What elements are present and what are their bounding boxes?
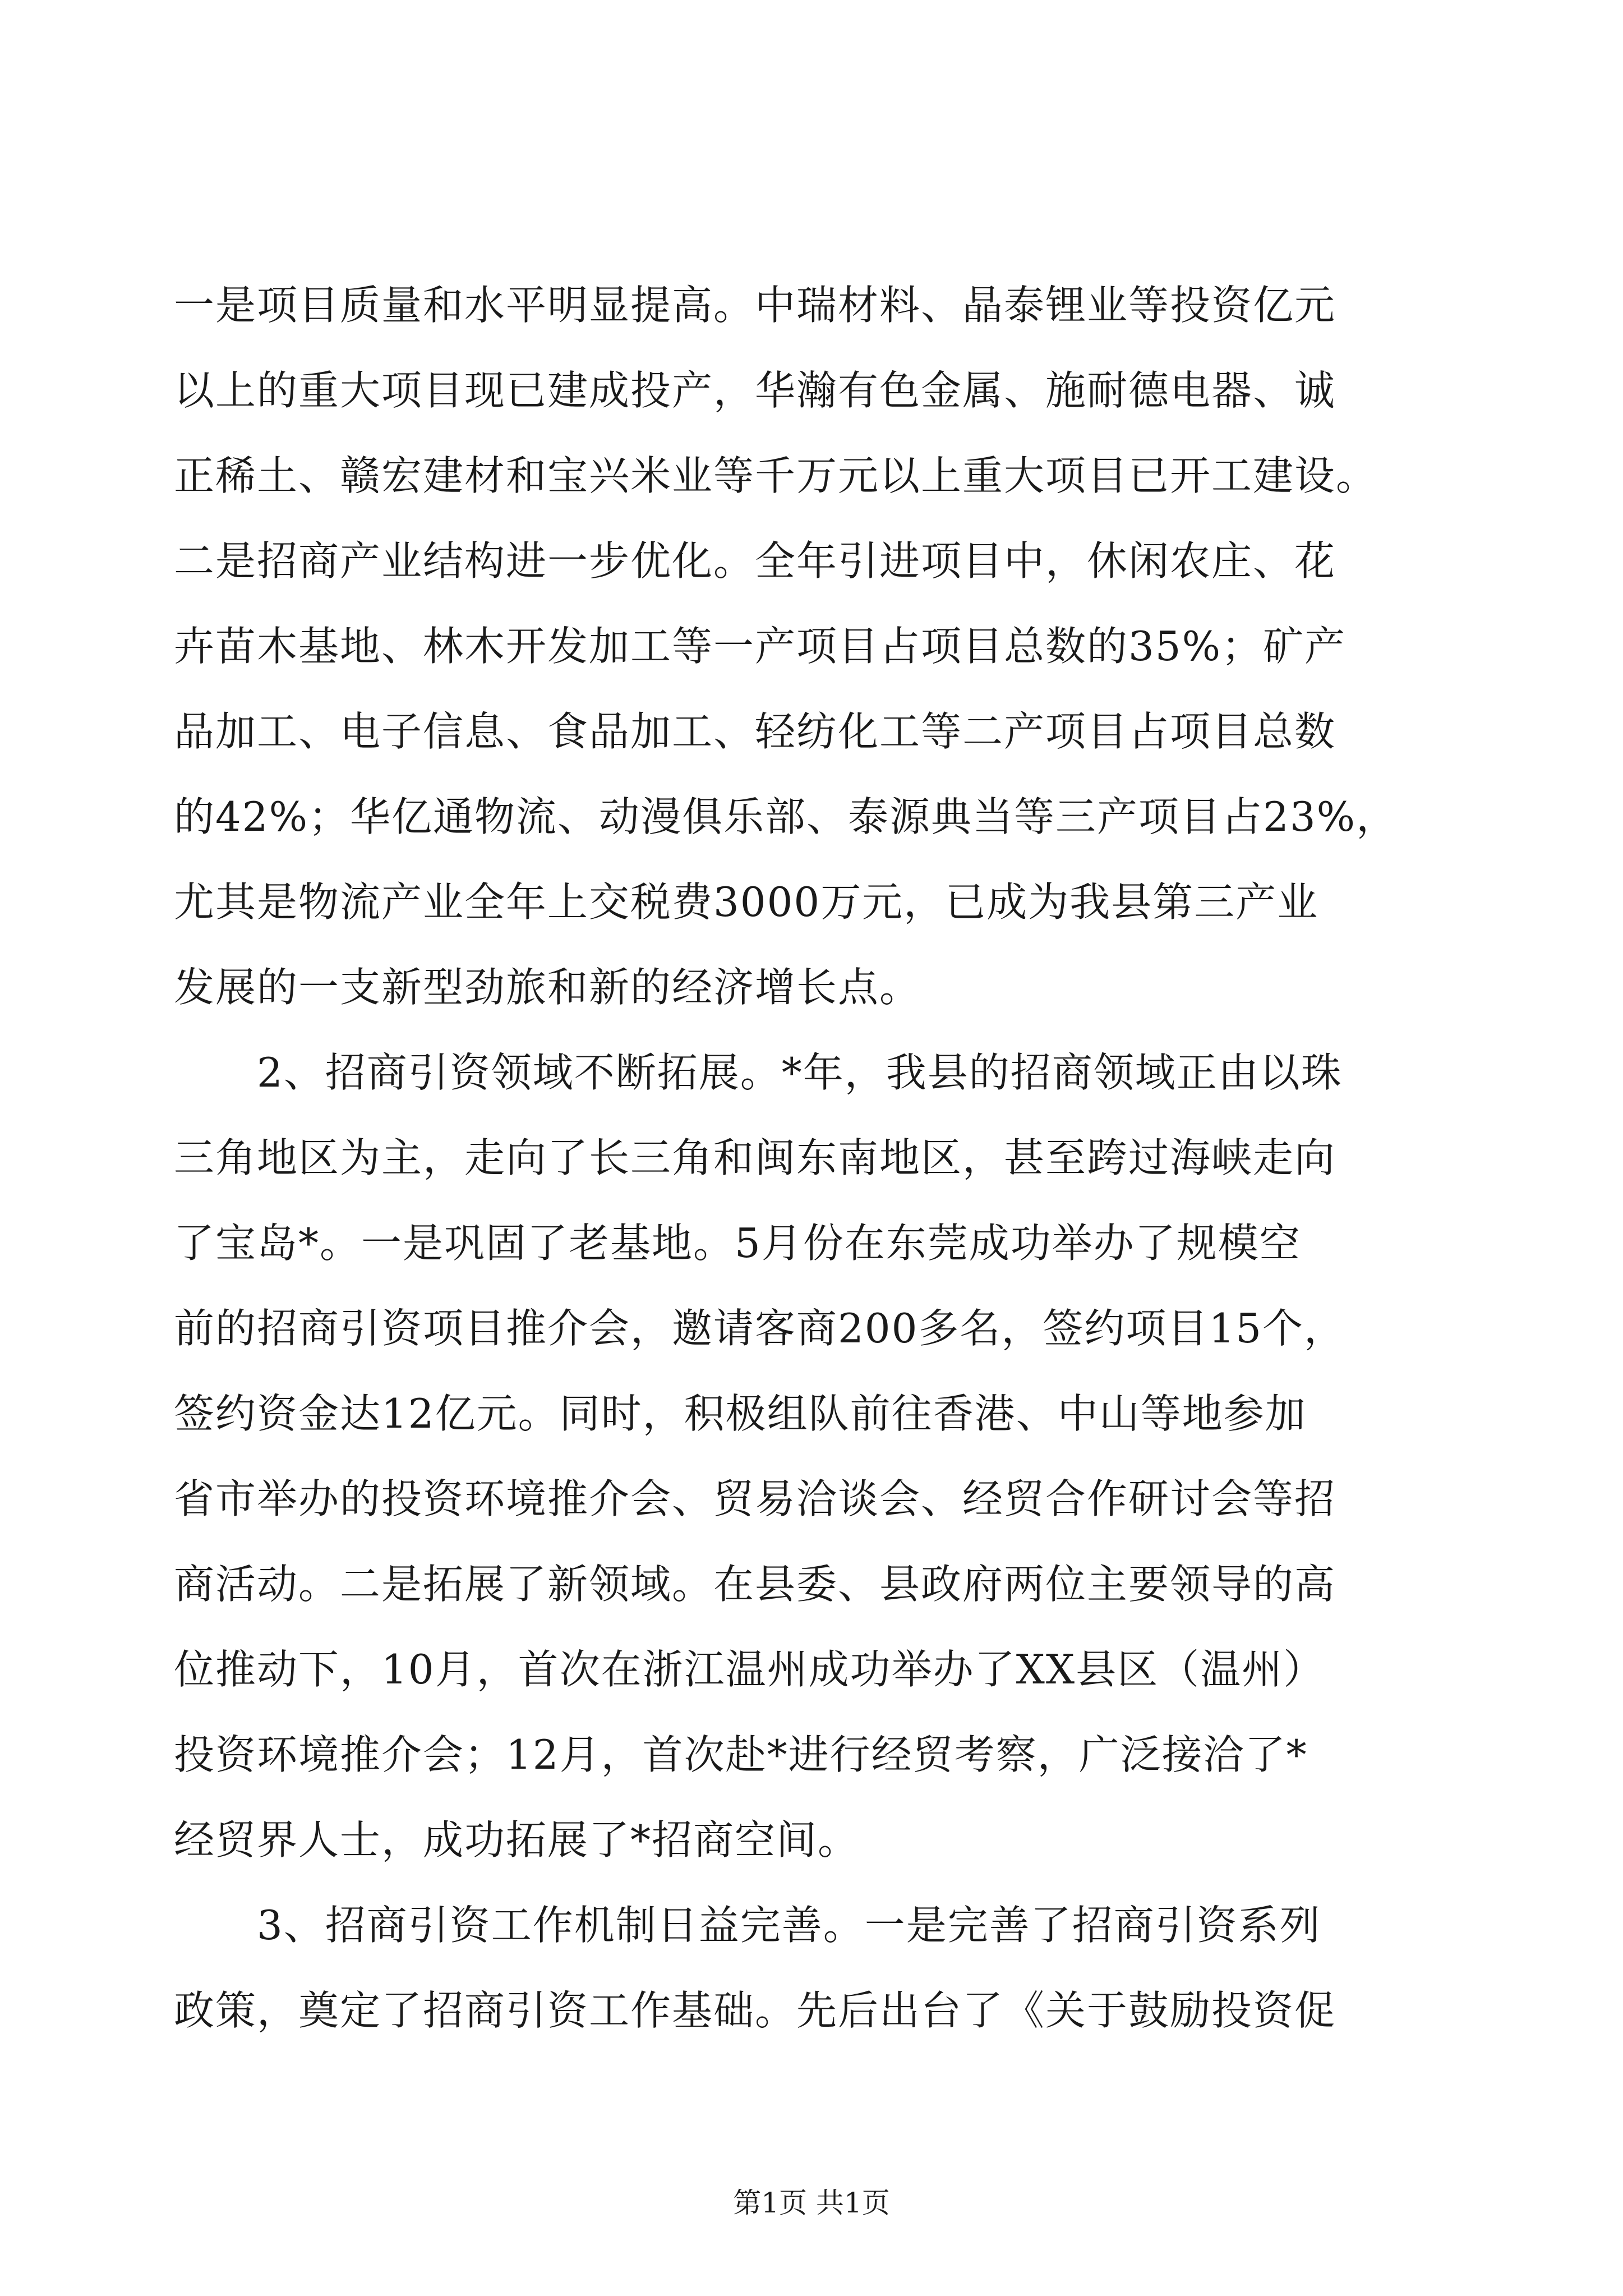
page-footer: 第1页 共1页 bbox=[733, 2187, 890, 2219]
text-line: 投资环境推介会；12月，首次赴*进行经贸考察，广泛接洽了* bbox=[174, 1731, 1308, 1778]
text-line: 发展的一支新型劲旅和新的经济增长点。 bbox=[174, 964, 921, 1011]
text-line: 签约资金达12亿元。同时，积极组队前往香港、中山等地参加 bbox=[174, 1390, 1307, 1437]
text-line: 了宝岛*。一是巩固了老基地。5月份在东莞成功举办了规模空 bbox=[174, 1220, 1301, 1267]
text-line: 2、招商引资领域不断拓展。*年，我县的招商领域正由以珠 bbox=[174, 1049, 1343, 1096]
text-line: 卉苗木基地、林木开发加工等一产项目占项目总数的35%；矿产 bbox=[174, 623, 1347, 670]
text-line: 一是项目质量和水平明显提高。中瑞材料、晶泰锂业等投资亿元 bbox=[174, 282, 1336, 329]
text-line: 前的招商引资项目推介会，邀请客商200多名，签约项目15个， bbox=[174, 1305, 1346, 1352]
text-line: 位推动下，10月，首次在浙江温州成功举办了XX县区（温州） bbox=[174, 1646, 1325, 1693]
text-line: 尤其是物流产业全年上交税费3000万元，已成为我县第三产业 bbox=[174, 878, 1319, 926]
text-line: 正稀土、赣宏建材和宝兴米业等千万元以上重大项目已开工建设。 bbox=[174, 452, 1378, 499]
text-line: 三角地区为主，走向了长三角和闽东南地区，甚至跨过海峡走向 bbox=[174, 1134, 1336, 1181]
text-line: 经贸界人士，成功拓展了*招商空间。 bbox=[174, 1816, 860, 1864]
text-line: 政策，奠定了招商引资工作基础。先后出台了《关于鼓励投资促 bbox=[174, 1987, 1336, 2034]
text-line: 品加工、电子信息、食品加工、轻纺化工等二产项目占项目总数 bbox=[174, 708, 1336, 755]
text-line: 以上的重大项目现已建成投产，华瀚有色金属、施耐德电器、诚 bbox=[174, 367, 1336, 414]
text-line: 商活动。二是拓展了新领域。在县委、县政府两位主要领导的高 bbox=[174, 1561, 1336, 1608]
text-line: 二是招商产业结构进一步优化。全年引进项目中，休闲农庄、花 bbox=[174, 537, 1336, 585]
text-line: 省市举办的投资环境推介会、贸易洽谈会、经贸合作研讨会等招 bbox=[174, 1475, 1336, 1522]
document-body bbox=[174, 263, 1458, 2053]
text-line: 3、招商引资工作机制日益完善。一是完善了招商引资系列 bbox=[174, 1902, 1321, 1949]
text-line: 的42%；华亿通物流、动漫俱乐部、泰源典当等三产项目占23%， bbox=[174, 793, 1398, 840]
